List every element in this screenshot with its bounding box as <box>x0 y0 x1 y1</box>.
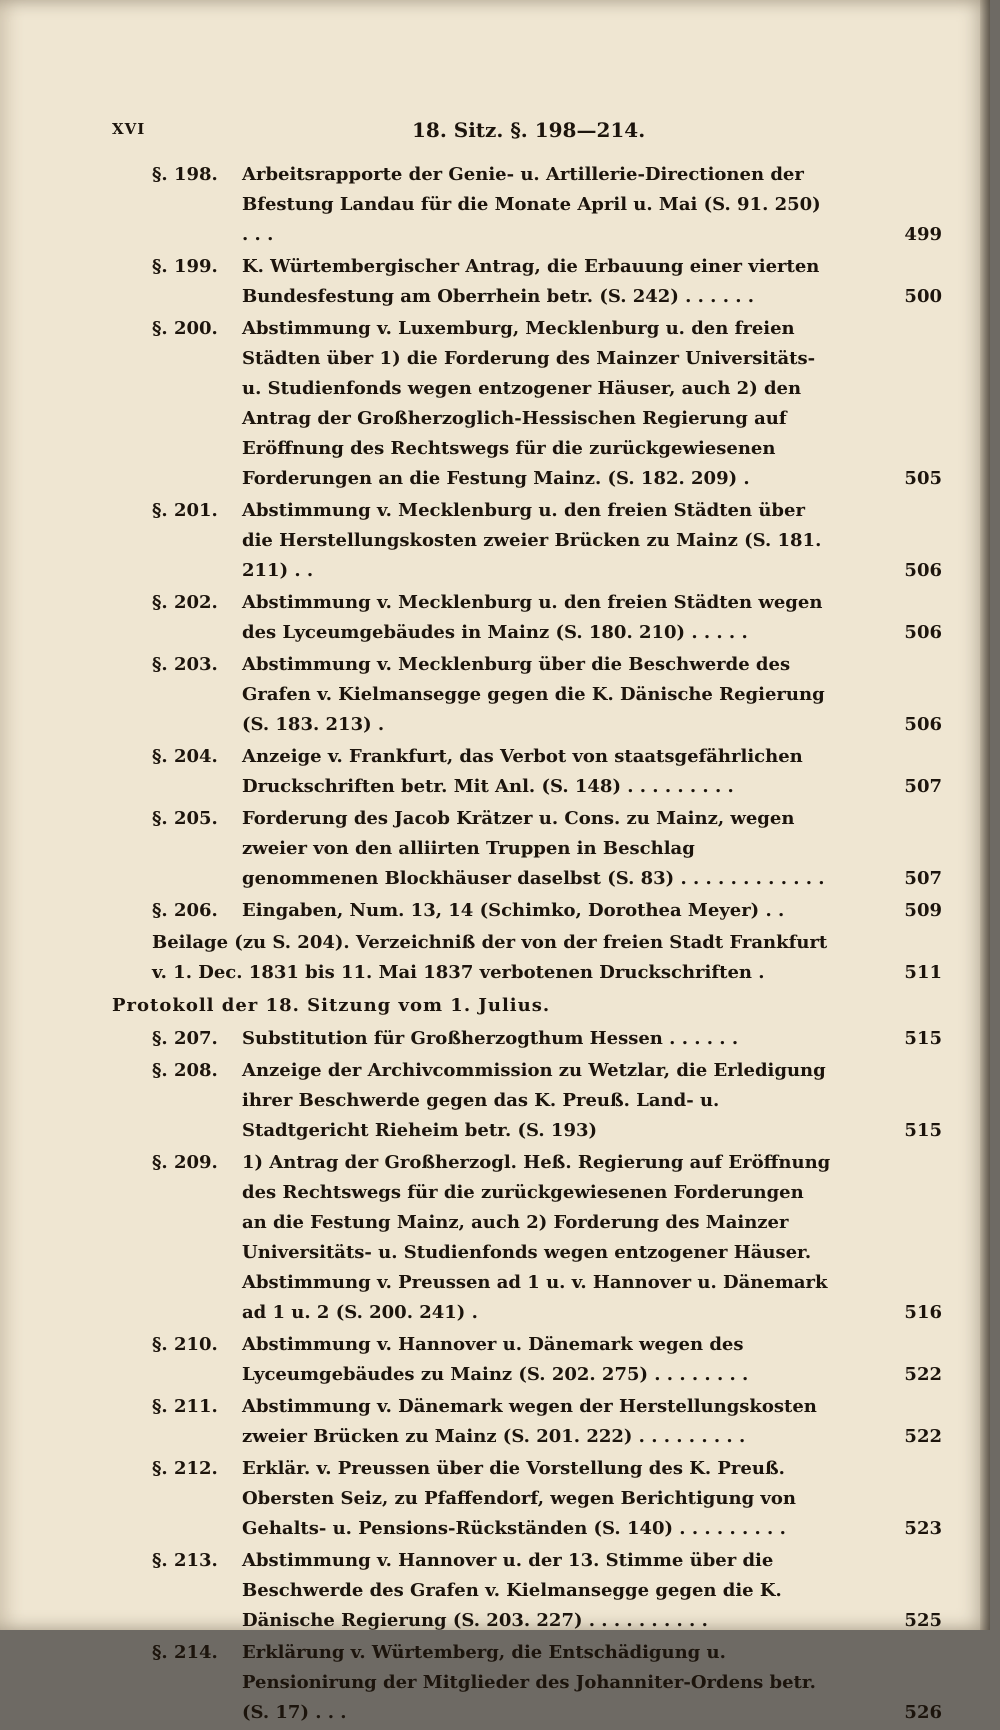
toc-entry <box>112 1454 942 1544</box>
beilage-text: Beilage (zu S. 204). Verzeichniß der von der freien Stadt Frankfurt v. 1. Dec. 1831 bis 11. Mai 1837 verbotenen Druckschriften . <box>152 932 828 983</box>
protokoll-heading: Protokoll der 18. Sitzung vom 1. Julius. <box>112 995 551 1016</box>
toc-entry <box>112 1330 942 1390</box>
toc-entry <box>112 804 942 894</box>
paragraph-number: §. 214. <box>152 1642 218 1663</box>
entry-page: 505 <box>904 468 942 489</box>
entry-text: Abstimmung v. Mecklenburg über die Beschwerde des Grafen v. Kielmansegge gegen die K. Dänische Regierung (S. 183. 213) . <box>242 654 825 735</box>
paragraph-number: §. 204. <box>152 746 218 767</box>
entry-text: K. Würtembergischer Antrag, die Erbauung einer vierten Bundesfestung am Oberrhein betr. (S. 242) . . . . . . <box>242 256 820 307</box>
toc-entry <box>112 1546 942 1636</box>
entry-text: Abstimmung v. Dänemark wegen der Herstellungskosten zweier Brücken zu Mainz (S. 201. 222) . . . . . . . . . <box>242 1396 817 1447</box>
entry-text: Substitution für Großherzogthum Hessen . . . . . . <box>242 1028 739 1049</box>
entry-text: Abstimmung v. Hannover u. Dänemark wegen des Lyceumgebäudes zu Mainz (S. 202. 275) . . . . . . . . <box>242 1334 749 1385</box>
entry-page: 523 <box>904 1518 942 1539</box>
beilage-page: 511 <box>904 962 942 983</box>
paragraph-number: §. 202. <box>152 592 218 613</box>
toc-entry <box>112 314 942 494</box>
toc-entry <box>112 588 942 648</box>
entry-page: 515 <box>904 1028 942 1049</box>
paragraph-number: §. 205. <box>152 808 218 829</box>
entry-page: 522 <box>904 1364 942 1385</box>
paragraph-number: §. 210. <box>152 1334 218 1355</box>
paragraph-number: §. 203. <box>152 654 218 675</box>
page-header <box>112 118 912 148</box>
entry-text: Abstimmung v. Luxemburg, Mecklenburg u. den freien Städten über 1) die Forderung des Mainzer Universitäts- u. Studienfonds wegen entzogener Häuser, auch 2) den Antrag der Großherzoglich-Hessischen Regierung auf Eröffnung des Rechtswegs für die zurückgewiesenen Forderungen an die Festung Mainz. (S. 182. 209) . <box>242 318 816 489</box>
entry-page: 526 <box>904 1702 942 1723</box>
toc-entry <box>112 742 942 802</box>
entry-page: 509 <box>904 900 942 921</box>
beilage-entry <box>112 928 942 988</box>
toc-entry <box>112 496 942 586</box>
paragraph-number: §. 213. <box>152 1550 218 1571</box>
entry-page: 506 <box>904 714 942 735</box>
entry-page: 500 <box>904 286 942 307</box>
toc-entry <box>112 1148 942 1328</box>
entry-text: Abstimmung v. Hannover u. der 13. Stimme über die Beschwerde des Grafen v. Kielmansegge gegen die K. Dänische Regierung (S. 203. 227) . . . . . . . . . . <box>242 1550 782 1631</box>
paragraph-number: §. 206. <box>152 900 218 921</box>
paragraph-number: §. 212. <box>152 1458 218 1479</box>
page-number: XVI <box>112 120 146 138</box>
entry-page: 507 <box>904 868 942 889</box>
toc-entry <box>112 1056 942 1146</box>
entry-text: Eingaben, Num. 13, 14 (Schimko, Dorothea Meyer) . . <box>242 900 785 921</box>
entry-text: Erklär. v. Preussen über die Vorstellung des K. Preuß. Obersten Seiz, zu Pfaffendorf, wegen Berichtigung von Gehalts- u. Pensions-Rückständen (S. 140) . . . . . . . . . <box>242 1458 796 1539</box>
entry-page: 499 <box>904 224 942 245</box>
entry-page: 506 <box>904 560 942 581</box>
entry-page: 506 <box>904 622 942 643</box>
entry-text: Anzeige v. Frankfurt, das Verbot von staatsgefährlichen Druckschriften betr. Mit Anl. (S. 148) . . . . . . . . . <box>242 746 803 797</box>
paragraph-number: §. 207. <box>152 1028 218 1049</box>
entry-page: 522 <box>904 1426 942 1447</box>
entry-text: Erklärung v. Würtemberg, die Entschädigung u. Pensionirung der Mitglieder des Johanniter-Ordens betr. (S. 17) . . . <box>242 1642 816 1723</box>
paragraph-number: §. 201. <box>152 500 218 521</box>
entry-text: Forderung des Jacob Krätzer u. Cons. zu Mainz, wegen zweier von den alliirten Truppen in Beschlag genommenen Blockhäuser daselbst (S. 83) . . . . . . . . . . . . <box>242 808 825 889</box>
entry-text: Abstimmung v. Mecklenburg u. den freien Städten über die Herstellungskosten zweier Brücken zu Mainz (S. 181. 211) . . <box>242 500 822 581</box>
entry-page: 515 <box>904 1120 942 1141</box>
toc-entry <box>112 1392 942 1452</box>
toc-entry <box>112 650 942 740</box>
entry-text: Anzeige der Archivcommission zu Wetzlar, die Erledigung ihrer Beschwerde gegen das K. Preuß. Land- u. Stadtgericht Rieheim betr. (S. 193) <box>242 1060 826 1141</box>
entry-page: 507 <box>904 776 942 797</box>
entry-page: 516 <box>904 1302 942 1323</box>
entry-text: 1) Antrag der Großherzogl. Heß. Regierung auf Eröffnung des Rechtswegs für die zurückgewiesenen Forderungen an die Festung Mainz, auch 2) Forderung des Mainzer Universitäts- u. Studienfonds wegen entzogener Häuser. Abstimmung v. Preussen ad 1 u. v. Hannover u. Dänemark ad 1 u. 2 (S. 200. 241) . <box>242 1152 831 1323</box>
toc-entry <box>112 160 942 250</box>
entry-page: 525 <box>904 1610 942 1631</box>
paragraph-number: §. 198. <box>152 164 218 185</box>
running-title: 18. Sitz. §. 198—214. <box>412 118 646 142</box>
entry-text: Abstimmung v. Mecklenburg u. den freien Städten wegen des Lyceumgebäudes in Mainz (S. 180. 210) . . . . . <box>242 592 823 643</box>
paragraph-number: §. 209. <box>152 1152 218 1173</box>
paragraph-number: §. 199. <box>152 256 218 277</box>
table-of-contents <box>112 160 942 1730</box>
toc-entry <box>112 252 942 312</box>
toc-entry <box>112 896 942 926</box>
paragraph-number: §. 211. <box>152 1396 218 1417</box>
entry-text: Arbeitsrapporte der Genie- u. Artillerie-Directionen der Bfestung Landau für die Monate April u. Mai (S. 91. 250) . . . <box>242 164 821 245</box>
paragraph-number: §. 200. <box>152 318 218 339</box>
toc-entry <box>112 1638 942 1728</box>
toc-entry <box>112 1024 942 1054</box>
paragraph-number: §. 208. <box>152 1060 218 1081</box>
